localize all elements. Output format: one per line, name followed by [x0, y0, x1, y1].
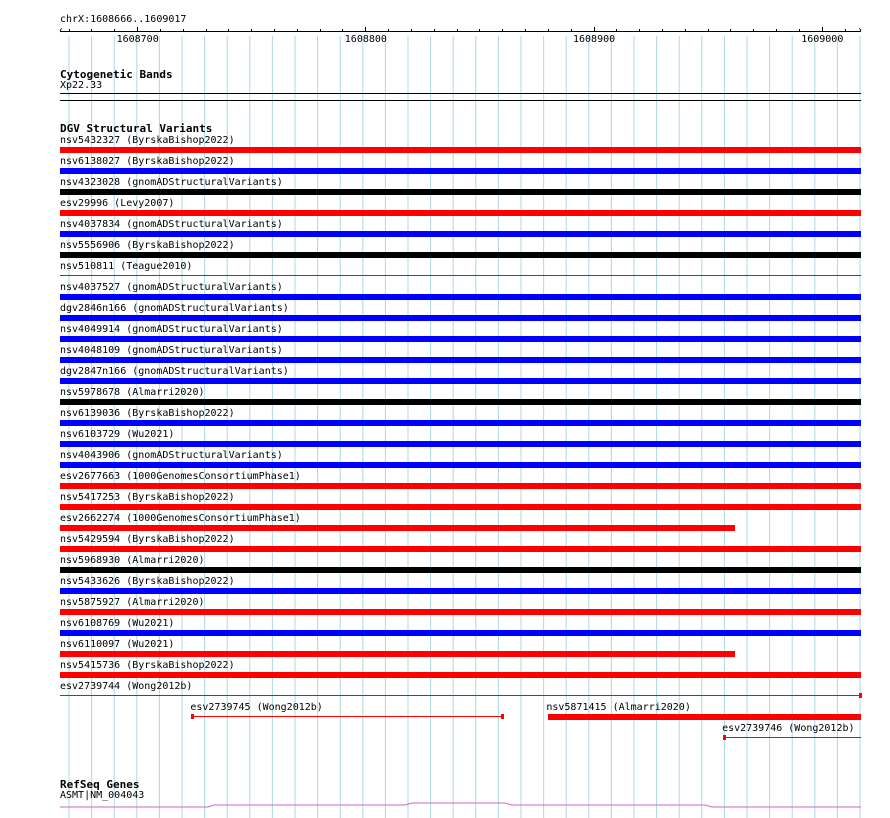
variant-label[interactable]: nsv510811 (Teague2010) [60, 261, 193, 272]
ruler-minor-tick [708, 29, 709, 32]
variant-label[interactable]: nsv6110097 (Wu2021) [60, 639, 175, 650]
variant-label[interactable]: nsv6139036 (ByrskaBishop2022) [60, 408, 235, 419]
variant-label[interactable]: nsv4049914 (gnomADStructuralVariants) [60, 324, 283, 335]
variant-bar[interactable] [60, 252, 861, 258]
ruler-tick-label: 1609000 [801, 34, 844, 45]
position-label: chrX:1608666..1609017 [60, 14, 187, 25]
variant-bar[interactable] [60, 695, 861, 696]
variant-label[interactable]: nsv5433626 (ByrskaBishop2022) [60, 576, 235, 587]
variant-bar[interactable] [60, 210, 861, 216]
variant-bar[interactable] [60, 504, 861, 510]
ruler-minor-tick [342, 29, 343, 32]
variant-bar[interactable] [60, 567, 861, 573]
variant-bar[interactable] [60, 336, 861, 342]
ruler-minor-tick [388, 29, 389, 32]
variant-bar[interactable] [60, 189, 861, 195]
ruler-minor-tick [114, 29, 115, 32]
variant-bar[interactable] [60, 462, 861, 468]
variant-label[interactable]: nsv5871415 (Almarri2020) [546, 702, 691, 713]
ruler-minor-tick [799, 29, 800, 32]
ruler-tick [594, 27, 595, 32]
ruler-tick [822, 27, 823, 32]
variant-label[interactable]: esv2662274 (1000GenomesConsortiumPhase1) [60, 513, 301, 524]
ruler-minor-tick [274, 29, 275, 32]
ruler-minor-tick [206, 29, 207, 32]
ruler-axis [60, 31, 861, 32]
variant-label[interactable]: nsv5556906 (ByrskaBishop2022) [60, 240, 235, 251]
ruler-tick [365, 27, 366, 32]
variant-bar[interactable] [60, 420, 861, 426]
ruler-minor-tick [525, 29, 526, 32]
ruler-minor-tick [479, 29, 480, 32]
ruler-minor-tick [571, 29, 572, 32]
variant-bar[interactable] [60, 275, 861, 276]
variant-bar[interactable] [60, 378, 861, 384]
refseq-gene-label[interactable]: ASMT|NM_004043 [60, 790, 145, 801]
ruler-minor-tick [320, 29, 321, 32]
variant-bar[interactable] [60, 672, 861, 678]
ruler-right-arrow: › [857, 25, 864, 36]
cytoband-bar-top[interactable] [60, 93, 861, 94]
variant-label[interactable]: nsv4037527 (gnomADStructuralVariants) [60, 282, 283, 293]
variant-bar[interactable] [60, 546, 861, 552]
ruler-tick-label: 1608900 [573, 34, 616, 45]
variant-bar[interactable] [724, 737, 861, 738]
ruler-left-arrow: ‹ [58, 25, 65, 36]
cytoband-label: Xp22.33 [60, 80, 103, 91]
ruler-minor-tick [502, 29, 503, 32]
variant-end-cap [501, 714, 504, 719]
variant-bar[interactable] [60, 588, 861, 594]
variant-bar[interactable] [60, 168, 861, 174]
ruler-minor-tick [160, 29, 161, 32]
variant-bar[interactable] [60, 315, 861, 321]
variant-label[interactable]: nsv4043906 (gnomADStructuralVariants) [60, 450, 283, 461]
variant-label[interactable]: nsv5429594 (ByrskaBishop2022) [60, 534, 235, 545]
refseq-track-title[interactable]: RefSeq Genes [60, 778, 140, 791]
variant-label[interactable]: esv2739745 (Wong2012b) [190, 702, 323, 713]
variant-label[interactable]: nsv4048109 (gnomADStructuralVariants) [60, 345, 283, 356]
variant-bar[interactable] [192, 716, 502, 717]
variant-label[interactable]: nsv5417253 (ByrskaBishop2022) [60, 492, 235, 503]
ruler-minor-tick [228, 29, 229, 32]
variant-label[interactable]: esv29996 (Levy2007) [60, 198, 175, 209]
variant-bar[interactable] [60, 294, 861, 300]
ruler-minor-tick [297, 29, 298, 32]
ruler-minor-tick [730, 29, 731, 32]
ruler-minor-tick [91, 29, 92, 32]
ruler-minor-tick [69, 29, 70, 32]
ruler-minor-tick [183, 29, 184, 32]
variant-bar[interactable] [60, 441, 861, 447]
ruler-minor-tick [434, 29, 435, 32]
variant-label[interactable]: esv2739746 (Wong2012b) [722, 723, 855, 734]
variant-label[interactable]: nsv4037834 (gnomADStructuralVariants) [60, 219, 283, 230]
variant-end-cap [191, 714, 194, 719]
ruler-minor-tick [845, 29, 846, 32]
ruler-tick-label: 1608800 [344, 34, 387, 45]
cytoband-track-title[interactable]: Cytogenetic Bands [60, 68, 173, 81]
variant-bar[interactable] [548, 714, 861, 720]
variant-label[interactable]: dgv2847n166 (gnomADStructuralVariants) [60, 366, 289, 377]
variant-label[interactable]: nsv5968930 (Almarri2020) [60, 555, 205, 566]
cytoband-bar-bottom [60, 100, 861, 101]
ruler-minor-tick [662, 29, 663, 32]
variant-label[interactable]: nsv4323028 (gnomADStructuralVariants) [60, 177, 283, 188]
ruler-tick-label: 1608700 [116, 34, 159, 45]
ruler-minor-tick [457, 29, 458, 32]
ruler-minor-tick [776, 29, 777, 32]
variant-label[interactable]: nsv5415736 (ByrskaBishop2022) [60, 660, 235, 671]
ruler-minor-tick [548, 29, 549, 32]
variant-label[interactable]: nsv6108769 (Wu2021) [60, 618, 175, 629]
ruler-tick [137, 27, 138, 32]
variant-label[interactable]: esv2739744 (Wong2012b) [60, 681, 193, 692]
variant-label[interactable]: nsv5432327 (ByrskaBishop2022) [60, 135, 235, 146]
ruler-minor-tick [251, 29, 252, 32]
variant-label[interactable]: esv2677663 (1000GenomesConsortiumPhase1) [60, 471, 301, 482]
variant-bar[interactable] [60, 651, 735, 657]
ruler-minor-tick [753, 29, 754, 32]
variant-bar[interactable] [60, 147, 861, 153]
variant-label[interactable]: nsv6103729 (Wu2021) [60, 429, 175, 440]
dgv-track-title[interactable]: DGV Structural Variants [60, 122, 213, 135]
variant-bar[interactable] [60, 630, 861, 636]
variant-bar[interactable] [60, 483, 861, 489]
variant-end-cap [859, 693, 862, 698]
variant-bar[interactable] [60, 357, 861, 363]
variant-label[interactable]: dgv2846n166 (gnomADStructuralVariants) [60, 303, 289, 314]
variant-label[interactable]: nsv5875927 (Almarri2020) [60, 597, 205, 608]
variant-end-cap [723, 735, 726, 740]
variant-bar[interactable] [60, 525, 735, 531]
variant-label[interactable]: nsv6138027 (ByrskaBishop2022) [60, 156, 235, 167]
ruler-minor-tick [685, 29, 686, 32]
ruler-minor-tick [616, 29, 617, 32]
variant-bar[interactable] [60, 609, 861, 615]
variant-bar[interactable] [60, 231, 861, 237]
ruler-minor-tick [411, 29, 412, 32]
ruler-minor-tick [639, 29, 640, 32]
variant-bar[interactable] [60, 399, 861, 405]
variant-label[interactable]: nsv5978678 (Almarri2020) [60, 387, 205, 398]
